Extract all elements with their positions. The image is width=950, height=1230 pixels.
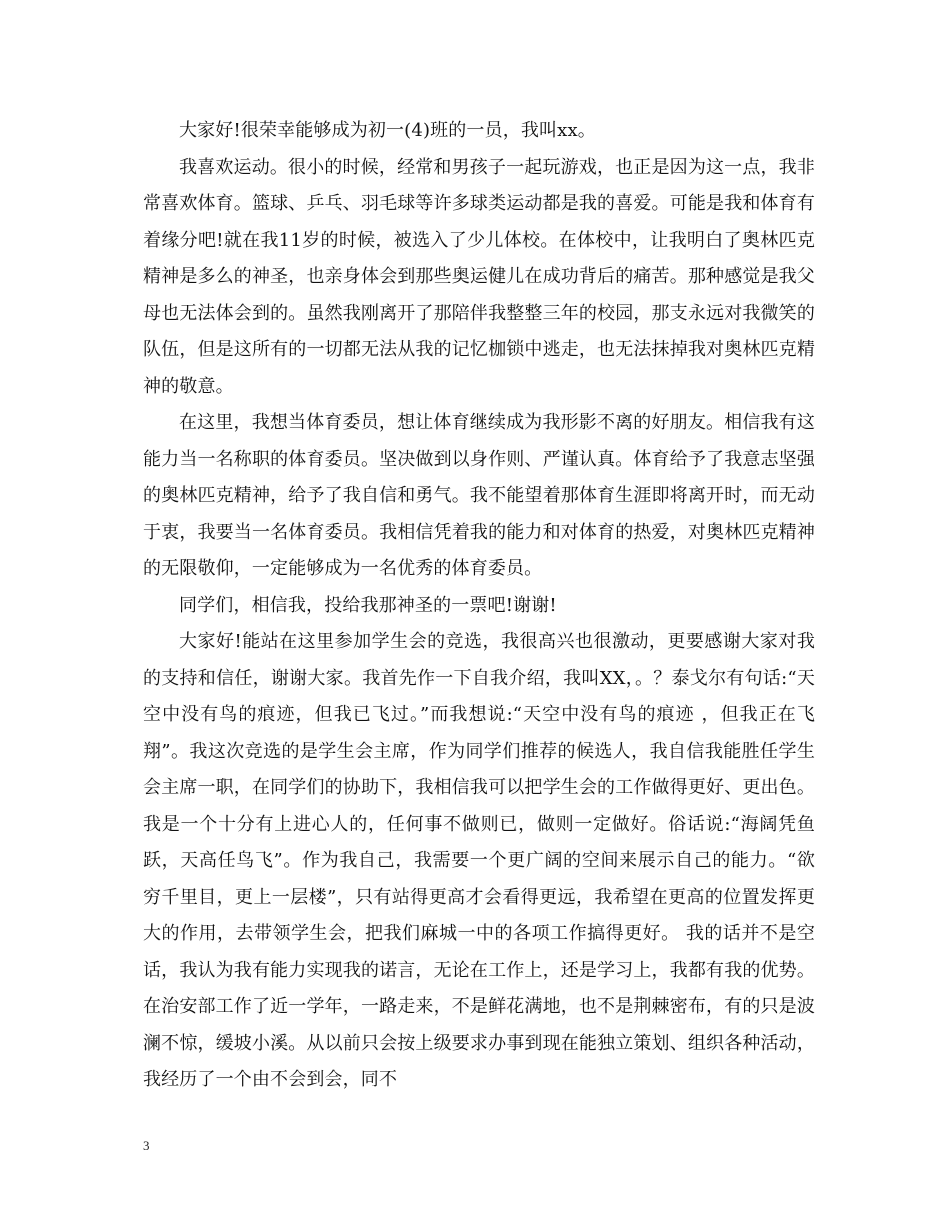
paragraph-student-union-speech: 大家好!能站在这里参加学生会的竞选，我很高兴也很激动，更要感谢大家对我的支持和信任，谢谢大家。我首先作一下自我介绍，我叫XX，。？泰戈尔有句话:“天空中没有鸟的痕迹，但我已飞过。”而我想说:“天空中没有鸟的痕迹 ，但我正在飞翔”。我这次竞选的是学生会主席，作为同学们推荐的候选人，我自信我能胜任学生会主席一职，在同学们的协助下，我相信我可以把学生会的工作做得更好、更出色。 我是一个十分有上进心人的，任何事不做则已，做则一定做好。俗话说:“海阔凭鱼跃，天高任鸟飞”。作为我自己，我需要一个更广阔的空间来展示自己的能力。“欲穷千里目，更上一层楼”，只有站得更高才会看得更远，我希望在更高的位置发挥更大的作用，去带领学生会，把我们麻城一中的各项工作搞得更好。 我的话并不是空话，我认为我有能力实现我的诺言，无论在工作上，还是学习上，我都有我的优势。在治安部工作了近一学年，一路走来，不是鲜花满地，也不是荆棘密布，有的只是波澜不惊，缓坡小溪。从以前只会按上级要求办事到现在能独立策划、组织各种活动，我经历了一个由不会到会，同不 <box>143 631 815 1090</box>
paragraph-sports-committee: 在这里，我想当体育委员，想让体育继续成为我形影不离的好朋友。相信我有这能力当一名称职的体育委员。坚决做到以身作则、严谨认真。体育给予了我意志坚强的奥林匹克精神，给予了我自信和勇气。我不能望着那体育生涯即将离开时，而无动于衷，我要当一名体育委员。我相信凭着我的能力和对体育的热爱，对奥林匹克精神的无限敬仰，一定能够成为一名优秀的体育委员。 <box>143 412 815 579</box>
document-body <box>143 113 815 1099</box>
paragraph-greeting-class: 大家好!很荣幸能够成为初一(4)班的一员，我叫xx。 <box>179 120 596 141</box>
paragraph-vote-request: 同学们，相信我，投给我那神圣的一票吧!谢谢! <box>179 594 557 616</box>
paragraph-love-sports: 我喜欢运动。很小的时候，经常和男孩子一起玩游戏，也正是因为这一点，我非常喜欢体育。篮球、乒乓、羽毛球等许多球类运动都是我的喜爱。可能是我和体育有着缘分吧!就在我11岁的时候，被选入了少儿体校。在体校中，让我明白了奥林匹克精神是多么的神圣，也亲身体会到那些奥运健儿在成功背后的痛苦。那种感觉是我父母也无法体会到的。虽然我刚离开了那陪伴我整整三年的校园，那支永远对我微笑的队伍，但是这所有的一切都无法从我的记忆枷锁中逃走，也无法抹掉我对奥林匹克精神的敬意。 <box>143 156 815 397</box>
page-number: 3 <box>143 1138 150 1153</box>
